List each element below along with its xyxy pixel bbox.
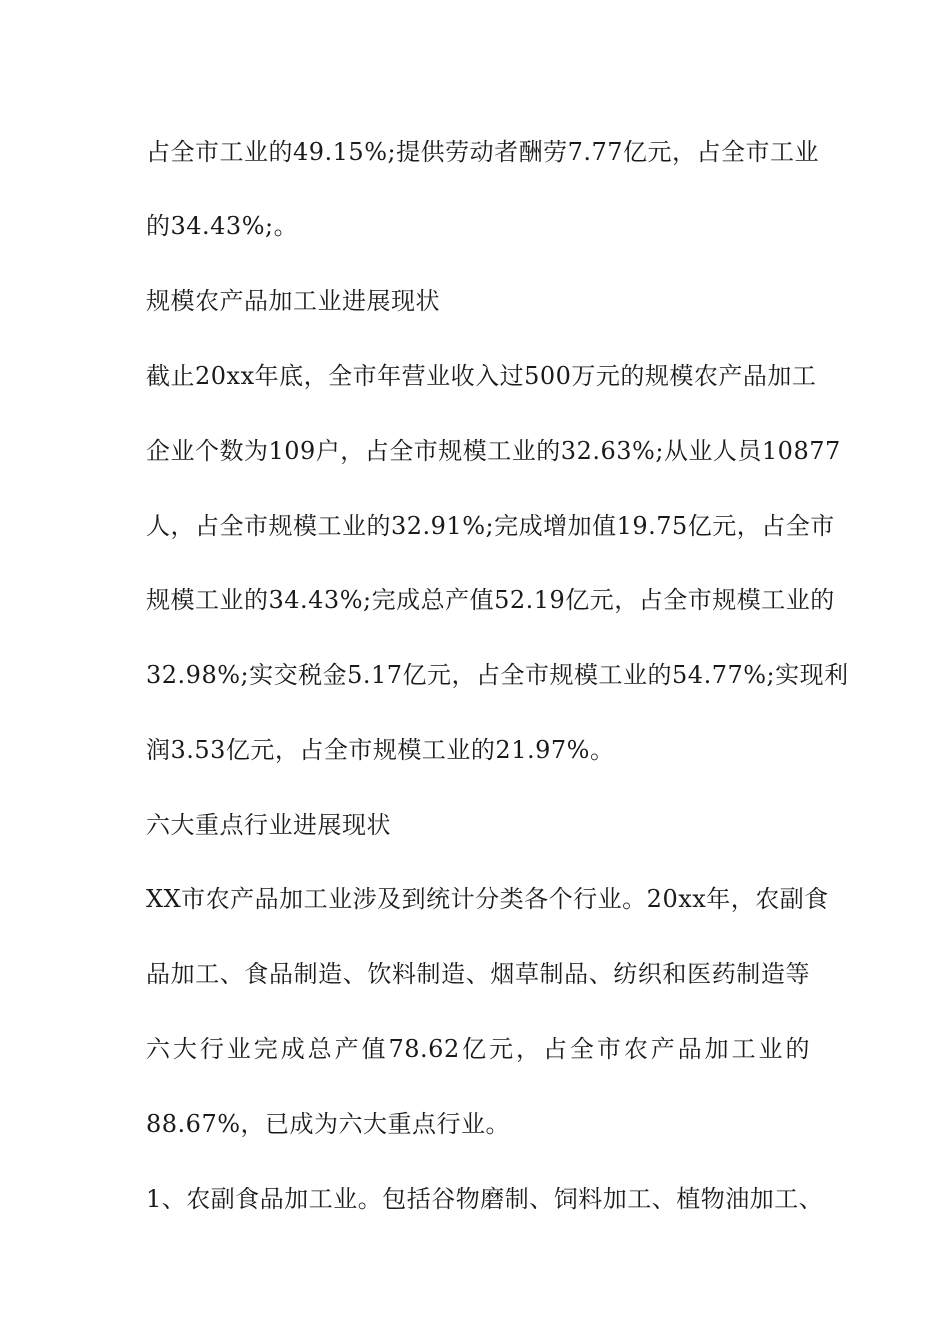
section-heading-six-industries: 六大重点行业进展现状 (146, 811, 391, 839)
text-line-8: 32.98%;实交税金5.17亿元，占全市规模工业的54.77%;实现利 (146, 661, 849, 689)
text-line-2: 的34.43%;。 (146, 212, 299, 240)
text-line-5: 企业个数为109户，占全市规模工业的32.63%;从业人员10877 (146, 437, 841, 465)
text-line-6: 人，占全市规模工业的32.91%;完成增加值19.75亿元，占全市 (146, 512, 835, 540)
text-line-1: 占全市工业的49.15%;提供劳动者酬劳7.77亿元，占全市工业 (146, 138, 820, 166)
text-line-11: XX市农产品加工业涉及到统计分类各个行业。20xx年，农副食 (146, 885, 829, 913)
text-line-13: 六大行业完成总产值78.62亿元，占全市农产品加工业的 (146, 1035, 810, 1063)
text-line-15: 1、农副食品加工业。包括谷物磨制、饲料加工、植物油加工、 (146, 1185, 824, 1213)
text-line-9: 润3.53亿元，占全市规模工业的21.97%。 (146, 736, 615, 764)
text-line-12: 品加工、食品制造、饮料制造、烟草制品、纺织和医药制造等 (146, 960, 810, 988)
text-line-7: 规模工业的34.43%;完成总产值52.19亿元，占全市规模工业的 (146, 586, 835, 614)
text-line-4: 截止20xx年底，全市年营业收入过500万元的规模农产品加工 (146, 362, 817, 390)
section-heading-scale-processing: 规模农产品加工业进展现状 (146, 287, 440, 315)
text-line-14: 88.67%，已成为六大重点行业。 (146, 1110, 511, 1138)
